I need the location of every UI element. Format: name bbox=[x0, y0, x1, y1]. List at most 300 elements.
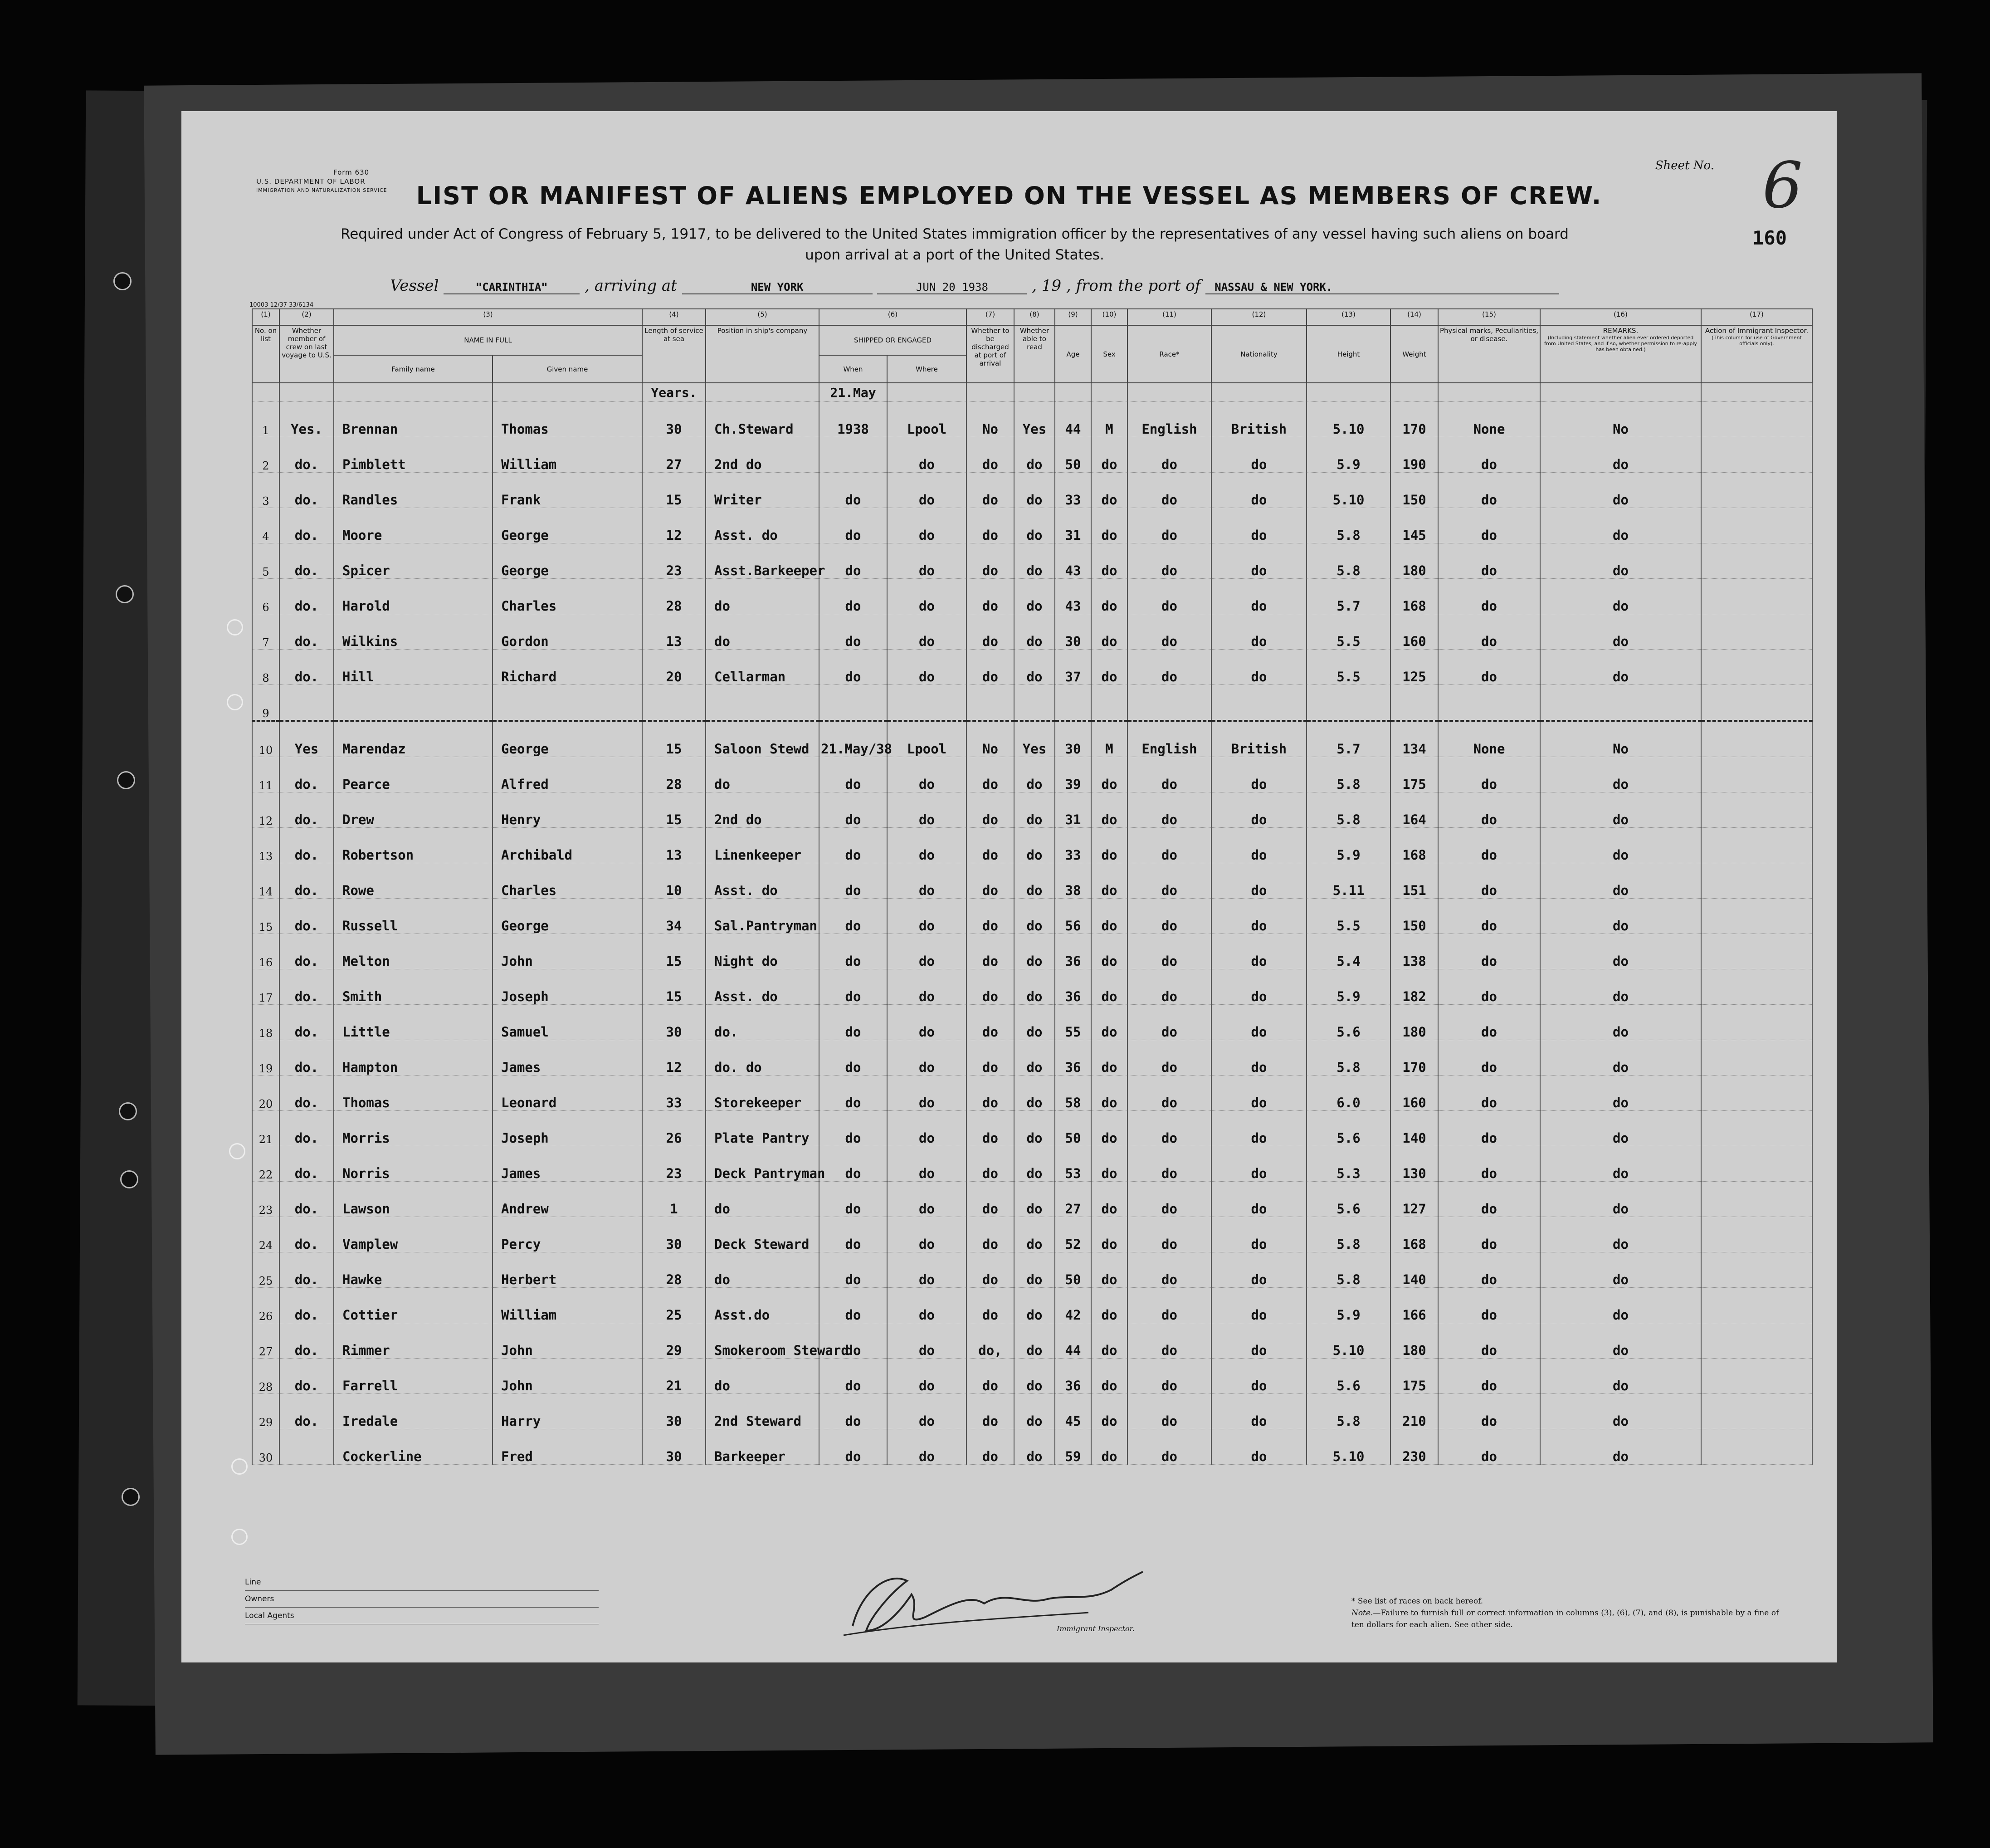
binder-ring bbox=[229, 1143, 245, 1159]
family-name-cell: Iredale bbox=[334, 1394, 493, 1429]
race-cell: do bbox=[1127, 1252, 1211, 1288]
nationality-cell: do bbox=[1211, 579, 1307, 614]
able-to-read-cell: do bbox=[1014, 969, 1055, 1005]
height-cell: 5.5 bbox=[1307, 899, 1390, 934]
table-row bbox=[252, 1429, 1812, 1465]
length-of-service-cell: 25 bbox=[642, 1288, 706, 1323]
nationality-cell: do bbox=[1211, 757, 1307, 792]
position-cell: Sal.Pantryman bbox=[706, 899, 819, 934]
binder-hole bbox=[119, 1102, 137, 1120]
weight-cell: 151 bbox=[1390, 863, 1438, 899]
column-number-row bbox=[252, 309, 1812, 325]
family-name-cell: Pimblett bbox=[334, 437, 493, 473]
able-to-read-cell: do bbox=[1014, 863, 1055, 899]
table-row bbox=[252, 863, 1812, 899]
col-6-number: (6) bbox=[819, 309, 966, 325]
height-cell: 5.8 bbox=[1307, 543, 1390, 579]
table-row bbox=[252, 508, 1812, 543]
length-of-service-cell: 30 bbox=[642, 1394, 706, 1429]
inspector-action-cell bbox=[1701, 543, 1812, 579]
shipped-when-cell: do bbox=[819, 1252, 887, 1288]
shipped-where-cell: do bbox=[887, 579, 966, 614]
sex-cell bbox=[1091, 685, 1127, 721]
inspector-action-cell bbox=[1701, 828, 1812, 863]
position-cell: do bbox=[706, 1252, 819, 1288]
table-row bbox=[252, 721, 1812, 757]
table-row bbox=[252, 828, 1812, 863]
discharged-cell: do bbox=[966, 508, 1014, 543]
position-cell: 2nd Steward bbox=[706, 1394, 819, 1429]
race-cell: do bbox=[1127, 1323, 1211, 1359]
sex-cell: do bbox=[1091, 1288, 1127, 1323]
race-cell: do bbox=[1127, 508, 1211, 543]
nationality-cell: do bbox=[1211, 473, 1307, 508]
race-cell: do bbox=[1127, 473, 1211, 508]
last-voyage-cell: do. bbox=[279, 473, 334, 508]
family-name-cell: Rowe bbox=[334, 863, 493, 899]
given-name-cell: James bbox=[493, 1146, 642, 1182]
family-name-cell: Thomas bbox=[334, 1076, 493, 1111]
race-cell: do bbox=[1127, 1111, 1211, 1146]
discharged-cell: do bbox=[966, 1394, 1014, 1429]
position-cell: do bbox=[706, 614, 819, 650]
inspector-action-cell bbox=[1701, 1252, 1812, 1288]
shipped-when-cell: do bbox=[819, 934, 887, 969]
position-cell: do bbox=[706, 757, 819, 792]
shipped-when-cell: do bbox=[819, 1076, 887, 1111]
remarks-cell: do bbox=[1540, 1359, 1701, 1394]
physical-marks-cell: do bbox=[1438, 437, 1540, 473]
family-name-cell: Marendaz bbox=[334, 721, 493, 757]
row-number-cell: 26 bbox=[252, 1288, 279, 1323]
row-number-cell: 30 bbox=[252, 1429, 279, 1465]
last-voyage-cell: do. bbox=[279, 969, 334, 1005]
age-cell: 36 bbox=[1055, 969, 1091, 1005]
discharged-cell: do, bbox=[966, 1323, 1014, 1359]
row-number-cell: 25 bbox=[252, 1252, 279, 1288]
discharged-cell: do bbox=[966, 934, 1014, 969]
binder-hole bbox=[122, 1488, 140, 1506]
shipped-where-cell: do bbox=[887, 543, 966, 579]
able-to-read-cell: do bbox=[1014, 1076, 1055, 1111]
last-voyage-cell: do. bbox=[279, 899, 334, 934]
nationality-cell: do bbox=[1211, 1005, 1307, 1040]
col-4-number: (4) bbox=[642, 309, 706, 325]
row-number-cell: 5 bbox=[252, 543, 279, 579]
remarks-cell: do bbox=[1540, 863, 1701, 899]
nationality-cell: do bbox=[1211, 1182, 1307, 1217]
header-weight: Weight bbox=[1390, 325, 1438, 383]
able-to-read-cell: do bbox=[1014, 1182, 1055, 1217]
given-name-cell: Charles bbox=[493, 863, 642, 899]
position-cell: do. do bbox=[706, 1040, 819, 1076]
age-cell: 30 bbox=[1055, 721, 1091, 757]
weight-cell: 166 bbox=[1390, 1288, 1438, 1323]
shipped-when-cell: do bbox=[819, 1288, 887, 1323]
height-cell: 5.8 bbox=[1307, 792, 1390, 828]
able-to-read-cell: do bbox=[1014, 473, 1055, 508]
header-nationality: Nationality bbox=[1211, 325, 1307, 383]
last-voyage-cell: do. bbox=[279, 1288, 334, 1323]
shipped-when-cell: do bbox=[819, 757, 887, 792]
length-of-service-cell bbox=[642, 685, 706, 721]
header-sex: Sex bbox=[1091, 325, 1127, 383]
race-cell: do bbox=[1127, 1146, 1211, 1182]
physical-marks-cell: do bbox=[1438, 473, 1540, 508]
shipped-where-cell: Lpool bbox=[887, 721, 966, 757]
given-name-cell: Leonard bbox=[493, 1076, 642, 1111]
age-cell: 50 bbox=[1055, 437, 1091, 473]
shipped-when-cell: do bbox=[819, 899, 887, 934]
race-cell: do bbox=[1127, 792, 1211, 828]
from-label: , from the port of bbox=[1066, 277, 1201, 295]
position-cell: Asst.do bbox=[706, 1288, 819, 1323]
shipped-when-cell: do bbox=[819, 792, 887, 828]
physical-marks-cell: do bbox=[1438, 1217, 1540, 1252]
sex-cell: do bbox=[1091, 828, 1127, 863]
sheet-label: Sheet No. bbox=[1655, 159, 1714, 172]
inspector-action-cell bbox=[1701, 1040, 1812, 1076]
row-number-cell: 18 bbox=[252, 1005, 279, 1040]
remarks-cell: do bbox=[1540, 614, 1701, 650]
table-row bbox=[252, 1111, 1812, 1146]
row-number-cell: 2 bbox=[252, 437, 279, 473]
age-cell: 52 bbox=[1055, 1217, 1091, 1252]
position-cell: Cellarman bbox=[706, 650, 819, 685]
race-cell: do bbox=[1127, 650, 1211, 685]
length-of-service-cell: 20 bbox=[642, 650, 706, 685]
length-of-service-cell: 13 bbox=[642, 614, 706, 650]
shipped-when-cell: do bbox=[819, 508, 887, 543]
given-name-cell: George bbox=[493, 721, 642, 757]
age-cell: 33 bbox=[1055, 828, 1091, 863]
inspector-action-cell bbox=[1701, 1076, 1812, 1111]
age-cell: 36 bbox=[1055, 1040, 1091, 1076]
family-name-cell: Spicer bbox=[334, 543, 493, 579]
arriving-label: , arriving at bbox=[585, 277, 677, 295]
position-cell: Smokeroom Steward bbox=[706, 1323, 819, 1359]
weight-cell: 125 bbox=[1390, 650, 1438, 685]
position-cell: Saloon Stewd bbox=[706, 721, 819, 757]
family-name-cell: Randles bbox=[334, 473, 493, 508]
nationality-cell: do bbox=[1211, 437, 1307, 473]
row-number-cell: 19 bbox=[252, 1040, 279, 1076]
remarks-cell: do bbox=[1540, 508, 1701, 543]
weight-cell: 138 bbox=[1390, 934, 1438, 969]
family-name-cell: Harold bbox=[334, 579, 493, 614]
department-name: U.S. DEPARTMENT OF LABOR bbox=[256, 177, 366, 186]
shipped-when-cell: 1938 bbox=[819, 402, 887, 437]
shipped-when-cell: do bbox=[819, 1111, 887, 1146]
discharged-cell: do bbox=[966, 1182, 1014, 1217]
inspector-action-cell bbox=[1701, 1394, 1812, 1429]
shipped-where-cell: do bbox=[887, 473, 966, 508]
remarks-cell bbox=[1540, 685, 1701, 721]
length-of-service-cell: 30 bbox=[642, 402, 706, 437]
family-name-cell: Hill bbox=[334, 650, 493, 685]
last-voyage-cell: do. bbox=[279, 1111, 334, 1146]
age-cell: 36 bbox=[1055, 1359, 1091, 1394]
physical-marks-cell bbox=[1438, 685, 1540, 721]
last-voyage-cell: do. bbox=[279, 508, 334, 543]
position-cell: Writer bbox=[706, 473, 819, 508]
remarks-cell: do bbox=[1540, 934, 1701, 969]
table-row bbox=[252, 614, 1812, 650]
weight-cell: 168 bbox=[1390, 1217, 1438, 1252]
inspector-action-cell bbox=[1701, 721, 1812, 757]
row-number-cell: 10 bbox=[252, 721, 279, 757]
able-to-read-cell: do bbox=[1014, 1252, 1055, 1288]
family-name-cell: Cockerline bbox=[334, 1429, 493, 1465]
given-name-cell: William bbox=[493, 1288, 642, 1323]
race-cell: do bbox=[1127, 543, 1211, 579]
table-row bbox=[252, 1394, 1812, 1429]
able-to-read-cell: do bbox=[1014, 828, 1055, 863]
position-cell: do bbox=[706, 579, 819, 614]
length-of-service-cell: 15 bbox=[642, 473, 706, 508]
physical-marks-cell: do bbox=[1438, 1394, 1540, 1429]
length-of-service-cell: 30 bbox=[642, 1005, 706, 1040]
binder-hole bbox=[113, 272, 132, 290]
able-to-read-cell: do bbox=[1014, 1040, 1055, 1076]
last-voyage-cell: do. bbox=[279, 437, 334, 473]
nationality-cell: do bbox=[1211, 1394, 1307, 1429]
age-cell: 27 bbox=[1055, 1182, 1091, 1217]
physical-marks-cell: do bbox=[1438, 1252, 1540, 1288]
physical-marks-cell: do bbox=[1438, 863, 1540, 899]
race-cell: do bbox=[1127, 863, 1211, 899]
height-cell: 5.5 bbox=[1307, 650, 1390, 685]
sex-cell: do bbox=[1091, 792, 1127, 828]
given-name-cell: George bbox=[493, 543, 642, 579]
length-of-service-cell: 15 bbox=[642, 792, 706, 828]
physical-marks-cell: do bbox=[1438, 1146, 1540, 1182]
physical-marks-cell: do bbox=[1438, 1040, 1540, 1076]
discharged-cell: do bbox=[966, 757, 1014, 792]
height-cell bbox=[1307, 685, 1390, 721]
nationality-cell: do bbox=[1211, 934, 1307, 969]
physical-marks-cell: do bbox=[1438, 614, 1540, 650]
header-length-service: Length of service at sea bbox=[642, 325, 706, 383]
family-name-cell: Lawson bbox=[334, 1182, 493, 1217]
physical-marks-cell: do bbox=[1438, 579, 1540, 614]
last-voyage-cell: do. bbox=[279, 543, 334, 579]
table-row bbox=[252, 969, 1812, 1005]
last-voyage-cell: do. bbox=[279, 934, 334, 969]
height-cell: 5.8 bbox=[1307, 1217, 1390, 1252]
nationality-cell: do bbox=[1211, 508, 1307, 543]
shipped-where-cell: do bbox=[887, 1288, 966, 1323]
header-height: Height bbox=[1307, 325, 1390, 383]
shipped-where-cell: do bbox=[887, 1217, 966, 1252]
last-voyage-cell: do. bbox=[279, 1252, 334, 1288]
family-name-cell: Vamplew bbox=[334, 1217, 493, 1252]
sex-cell: do bbox=[1091, 1217, 1127, 1252]
height-cell: 5.4 bbox=[1307, 934, 1390, 969]
weight-cell: 170 bbox=[1390, 402, 1438, 437]
binder-ring bbox=[231, 1529, 248, 1545]
discharged-cell: do bbox=[966, 1146, 1014, 1182]
table-row bbox=[252, 685, 1812, 721]
table-row bbox=[252, 402, 1812, 437]
last-voyage-cell: do. bbox=[279, 1323, 334, 1359]
header-name-in-full: NAME IN FULL bbox=[334, 325, 642, 355]
header-when: When bbox=[819, 355, 887, 383]
height-cell: 5.9 bbox=[1307, 828, 1390, 863]
inspector-action-cell bbox=[1701, 650, 1812, 685]
last-voyage-cell: do. bbox=[279, 1217, 334, 1252]
race-note: * See list of races on back hereof. bbox=[1351, 1597, 1483, 1606]
row-number-cell: 23 bbox=[252, 1182, 279, 1217]
penalty-note bbox=[1351, 1607, 1782, 1631]
length-of-service-cell: 34 bbox=[642, 899, 706, 934]
height-cell: 5.6 bbox=[1307, 1111, 1390, 1146]
race-cell: English bbox=[1127, 402, 1211, 437]
row-number-cell: 20 bbox=[252, 1076, 279, 1111]
last-voyage-cell bbox=[279, 1429, 334, 1465]
discharged-cell: do bbox=[966, 899, 1014, 934]
race-cell: do bbox=[1127, 757, 1211, 792]
position-cell bbox=[706, 685, 819, 721]
physical-marks-cell: do bbox=[1438, 934, 1540, 969]
weight-cell: 190 bbox=[1390, 437, 1438, 473]
able-to-read-cell: Yes bbox=[1014, 402, 1055, 437]
weight-cell: 150 bbox=[1390, 473, 1438, 508]
row-number-cell: 4 bbox=[252, 508, 279, 543]
height-cell: 5.6 bbox=[1307, 1182, 1390, 1217]
sex-cell: do bbox=[1091, 1005, 1127, 1040]
vessel-label: Vessel bbox=[390, 277, 439, 295]
given-name-cell: Joseph bbox=[493, 1111, 642, 1146]
given-name-cell: John bbox=[493, 1323, 642, 1359]
position-cell: do bbox=[706, 1359, 819, 1394]
nationality-cell: do bbox=[1211, 1429, 1307, 1465]
action-note: (This column for use of Government officials only). bbox=[1712, 335, 1802, 347]
remarks-cell: do bbox=[1540, 543, 1701, 579]
row-number-cell: 12 bbox=[252, 792, 279, 828]
given-name-cell: John bbox=[493, 1359, 642, 1394]
row-number-cell: 11 bbox=[252, 757, 279, 792]
age-cell: 59 bbox=[1055, 1429, 1091, 1465]
shipped-when-cell: do bbox=[819, 969, 887, 1005]
remarks-cell: do bbox=[1540, 1288, 1701, 1323]
length-of-service-cell: 23 bbox=[642, 1146, 706, 1182]
weight-cell: 160 bbox=[1390, 614, 1438, 650]
nationality-cell: do bbox=[1211, 1111, 1307, 1146]
able-to-read-cell: do bbox=[1014, 1394, 1055, 1429]
shipped-where-cell: Lpool bbox=[887, 402, 966, 437]
able-to-read-cell bbox=[1014, 685, 1055, 721]
col-3-number: (3) bbox=[334, 309, 642, 325]
given-name-cell: Richard bbox=[493, 650, 642, 685]
inspector-action-cell bbox=[1701, 934, 1812, 969]
age-cell: 45 bbox=[1055, 1394, 1091, 1429]
remarks-cell: do bbox=[1540, 1076, 1701, 1111]
sex-cell: do bbox=[1091, 614, 1127, 650]
nationality-cell: do bbox=[1211, 969, 1307, 1005]
shipped-when-cell bbox=[819, 437, 887, 473]
shipped-where-cell: do bbox=[887, 614, 966, 650]
sex-cell: do bbox=[1091, 650, 1127, 685]
shipped-where-cell bbox=[887, 685, 966, 721]
position-cell: Storekeeper bbox=[706, 1076, 819, 1111]
weight-cell: 168 bbox=[1390, 828, 1438, 863]
table-row bbox=[252, 1040, 1812, 1076]
nationality-cell: do bbox=[1211, 863, 1307, 899]
sex-cell: do bbox=[1091, 1146, 1127, 1182]
length-of-service-cell: 15 bbox=[642, 969, 706, 1005]
position-cell: Deck Pantryman bbox=[706, 1146, 819, 1182]
sex-cell: do bbox=[1091, 1111, 1127, 1146]
sex-cell: M bbox=[1091, 721, 1127, 757]
inspector-action-cell bbox=[1701, 579, 1812, 614]
row-number-cell: 1 bbox=[252, 402, 279, 437]
sex-cell: M bbox=[1091, 402, 1127, 437]
length-of-service-cell: 15 bbox=[642, 934, 706, 969]
table-row bbox=[252, 579, 1812, 614]
discharged-cell: do bbox=[966, 1040, 1014, 1076]
years-label: Years. bbox=[642, 383, 706, 402]
vessel-line bbox=[390, 277, 1559, 295]
family-name-cell: Farrell bbox=[334, 1359, 493, 1394]
col-15-number: (15) bbox=[1438, 309, 1540, 325]
family-name-cell: Hawke bbox=[334, 1252, 493, 1288]
inspector-action-cell bbox=[1701, 1111, 1812, 1146]
given-name-cell: James bbox=[493, 1040, 642, 1076]
form-number: Form 630 bbox=[333, 168, 370, 176]
height-cell: 5.6 bbox=[1307, 1005, 1390, 1040]
binder-hole bbox=[117, 771, 135, 789]
sex-cell: do bbox=[1091, 863, 1127, 899]
weight-cell: 127 bbox=[1390, 1182, 1438, 1217]
last-voyage-cell: do. bbox=[279, 1005, 334, 1040]
physical-marks-cell: do bbox=[1438, 1429, 1540, 1465]
discharged-cell: do bbox=[966, 1359, 1014, 1394]
position-cell: Deck Steward bbox=[706, 1217, 819, 1252]
nationality-cell: do bbox=[1211, 614, 1307, 650]
able-to-read-cell: do bbox=[1014, 934, 1055, 969]
position-cell: Plate Pantry bbox=[706, 1111, 819, 1146]
age-cell: 53 bbox=[1055, 1146, 1091, 1182]
table-row bbox=[252, 792, 1812, 828]
race-cell: do bbox=[1127, 1429, 1211, 1465]
family-name-cell: Cottier bbox=[334, 1288, 493, 1323]
position-cell: Asst. do bbox=[706, 508, 819, 543]
family-name-cell: Rimmer bbox=[334, 1323, 493, 1359]
sheet-number: 6 bbox=[1762, 149, 1803, 223]
family-name-cell: Drew bbox=[334, 792, 493, 828]
date-stamp: JUN 20 1938 bbox=[877, 281, 1027, 294]
physical-marks-cell: do bbox=[1438, 543, 1540, 579]
crew-manifest-table bbox=[252, 308, 1813, 1465]
able-to-read-cell: do bbox=[1014, 1217, 1055, 1252]
owners-field bbox=[245, 1591, 599, 1608]
discharged-cell: do bbox=[966, 1076, 1014, 1111]
inspector-action-cell bbox=[1701, 1146, 1812, 1182]
weight-cell: 140 bbox=[1390, 1111, 1438, 1146]
shipped-when-cell: do bbox=[819, 1146, 887, 1182]
inspector-action-cell bbox=[1701, 1005, 1812, 1040]
given-name-cell: Charles bbox=[493, 579, 642, 614]
age-cell: 42 bbox=[1055, 1288, 1091, 1323]
crew-rows bbox=[252, 383, 1812, 1465]
shipped-where-cell: do bbox=[887, 969, 966, 1005]
shipped-where-cell: do bbox=[887, 1359, 966, 1394]
weight-cell: 230 bbox=[1390, 1429, 1438, 1465]
header-given-name: Given name bbox=[493, 355, 642, 383]
arriving-port: NEW YORK bbox=[682, 281, 873, 294]
family-name-cell bbox=[334, 685, 493, 721]
